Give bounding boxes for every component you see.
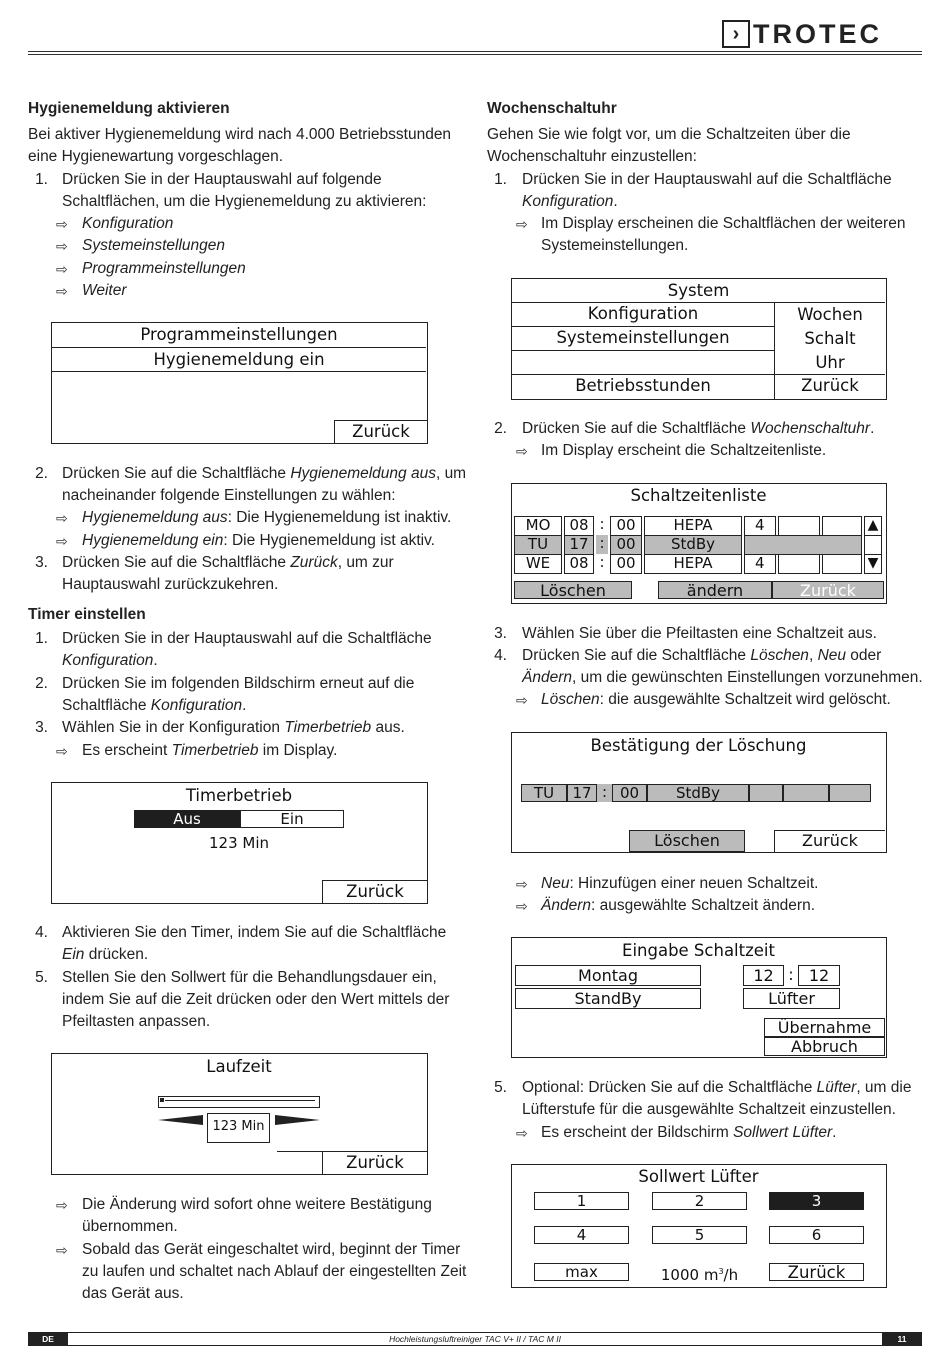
runtime-slider[interactable] [158,1096,320,1108]
configuration-button[interactable]: Konfiguration [587,304,699,323]
step-number: 2. [35,675,48,692]
product-name: Hochleistungsluftreiniger TAC V+ II / TAC M II [389,1334,561,1344]
back-button[interactable]: Zurück [334,420,427,443]
result-arrow-icon: ⇨ [56,743,68,759]
step-number: 5. [494,1079,507,1096]
fan-button[interactable]: Lüfter [743,988,840,1009]
step-text: Lüfterstufe für die ausgewählte Schaltzeit einzustellen. [522,1101,896,1118]
display-runtime [51,1053,428,1175]
display-title: Bestätigung der Löschung [590,736,807,755]
result-arrow-icon: ⇨ [56,1197,68,1213]
step-text: indem Sie auf die Zeit drücken oder den Wert mittels der [62,991,450,1008]
display-fan-setpoint [511,1164,887,1288]
display-system [511,278,887,400]
paragraph: eine Hygienewartung vorgeschlagen. [28,148,284,165]
decrease-arrow-icon[interactable] [158,1115,203,1125]
page-footer [28,1332,922,1346]
step-text: Drücken Sie in der Hauptauswahl auf die Schaltfläche [522,171,892,188]
note-text: Die Änderung wird sofort ohne weitere Bestätigung [82,1196,432,1213]
timer-off-button[interactable]: Aus [134,810,240,828]
back-button[interactable]: Zurück [772,581,884,599]
result-arrow-icon: ⇨ [516,216,528,232]
runtime-value[interactable]: 123 Min [207,1113,270,1143]
day-field[interactable]: Montag [515,965,701,986]
paragraph: Gehen Sie wie folgt vor, um die Schaltzeiten über die [487,126,851,143]
step-text: Im Display erscheinen die Schaltflächen der weiteren [541,215,906,232]
result-arrow-icon: ⇨ [516,876,528,892]
minute-field[interactable]: 12 [798,965,840,986]
result-arrow-icon: ⇨ [516,692,528,708]
step-number: 2. [494,420,507,437]
accept-button[interactable]: Übernahme [764,1018,885,1037]
note-text: zu laufen und schaltet nach Ablauf der eingestellten Zeit [82,1263,467,1280]
step-text: Stellen Sie den Sollwert für die Behandlungsdauer ein, [62,969,437,986]
section-heading-timer: Timer einstellen [28,606,146,623]
selected-schedule-row: TU 17 : 00 StdBy [521,784,871,802]
schedule-row[interactable]: WE 08 : 00 HEPA 4 [514,554,864,574]
hygiene-toggle-button[interactable]: Hygienemeldung ein [153,350,325,369]
airflow-readout: 1000 $m^3/h$ [660,1266,739,1284]
header-rule-2 [28,54,922,55]
brand-name: TROTEC [753,18,882,49]
timer-on-button[interactable]: Ein [240,810,344,828]
button-name: Konfiguration [82,215,174,232]
language-tag: DE [28,1333,68,1345]
scrollbar[interactable] [864,535,882,555]
page-number: 11 [882,1333,922,1345]
note-text: übernommen. [82,1218,178,1235]
display-delete-confirm [511,732,887,853]
delete-button[interactable]: Löschen [514,581,632,599]
result-arrow-icon: ⇨ [56,510,68,526]
back-button[interactable]: Zurück [322,880,427,903]
cancel-button[interactable]: Abbruch [764,1037,885,1056]
result-arrow-icon: ⇨ [516,1125,528,1141]
button-name: Weiter [82,282,127,299]
display-schedule-input [511,937,887,1058]
step-text: Drücken Sie im folgenden Bildschirm erneut auf die [62,675,415,692]
scroll-up-icon[interactable]: ▲ [864,516,882,536]
time-separator: : [784,965,798,986]
result-arrow-icon: ⇨ [56,238,68,254]
result-arrow-icon: ⇨ [56,283,68,299]
step-text: Hauptauswahl zurückzukehren. [62,576,279,593]
display-title: Laufzeit [206,1057,272,1076]
display-title: Timerbetrieb [185,786,293,805]
schedule-row-selected[interactable]: TU 17 : 00 StdBy [514,535,864,555]
step-text: Schaltflächen, um die Hygienemeldung zu aktivieren: [62,193,427,210]
back-button[interactable]: Zurück [774,830,885,852]
weekly-timer-button[interactable]: Wochen Schalt Uhr [797,305,863,372]
edit-button[interactable]: ändern [658,581,772,599]
step-text: Aktivieren Sie den Timer, indem Sie auf die Schaltfläche [62,924,447,941]
result-arrow-icon: ⇨ [56,1242,68,1258]
step-text: Drücken Sie in der Hauptauswahl auf die Schaltfläche [62,630,432,647]
mode-field[interactable]: StandBy [515,988,701,1009]
step-number: 2. [35,465,48,482]
note-text: Sobald das Gerät eingeschaltet wird, beginnt der Timer [82,1241,461,1258]
result-arrow-icon: ⇨ [56,533,68,549]
step-number: 3. [35,554,48,571]
step-number: 1. [35,171,48,188]
step-number: 3. [494,625,507,642]
paragraph: Wochenschaltuhr einzustellen: [487,148,697,165]
back-button[interactable]: Zurück [801,376,859,395]
display-title: Programmeinstellungen [140,325,338,344]
step-text: Im Display erscheint die Schaltzeitenliste. [541,442,827,459]
fan-max-button[interactable]: max [534,1263,629,1281]
fan-level-6-button[interactable]: 6 [769,1226,864,1244]
result-arrow-icon: ⇨ [56,216,68,232]
operating-hours-button[interactable]: Betriebsstunden [575,376,711,395]
step-number: 4. [35,924,48,941]
button-name: Systemeinstellungen [82,237,226,254]
result-arrow-icon: ⇨ [516,898,528,914]
schedule-row[interactable]: MO 08 : 00 HEPA 4 [514,516,864,536]
fan-level-5-button[interactable]: 5 [652,1226,747,1244]
note-text: das Gerät aus. [82,1285,184,1302]
button-name: Programmeinstellungen [82,260,246,277]
header-rule [28,51,922,52]
trotec-logo [722,20,882,48]
display-title: Sollwert Lüfter [638,1167,759,1186]
step-text: Pfeiltasten anpassen. [62,1013,211,1030]
display-title: System [667,281,730,300]
step-number: 4. [494,647,507,664]
timer-value[interactable]: 123 Min [208,834,269,852]
display-timer-mode [51,782,428,904]
step-text: nacheinander folgende Einstellungen zu wählen: [62,487,396,504]
logo-chevron-icon: › [722,20,750,48]
step-number: 1. [35,630,48,647]
fan-level-1-button[interactable]: 1 [534,1192,629,1210]
fan-level-3-button[interactable]: 3 [769,1192,864,1210]
back-button[interactable]: Zurück [322,1151,427,1174]
back-button[interactable]: Zurück [769,1263,864,1281]
display-title: Schaltzeitenliste [630,486,767,505]
scroll-down-icon[interactable]: ▼ [864,554,882,574]
fan-level-2-button[interactable]: 2 [652,1192,747,1210]
paragraph: Bei aktiver Hygienemeldung wird nach 4.000 Betriebsstunden [28,126,452,143]
step-number: 5. [35,969,48,986]
fan-level-4-button[interactable]: 4 [534,1226,629,1244]
display-program-settings [51,322,428,444]
step-number: 1. [494,171,507,188]
system-settings-button[interactable]: Systemeinstellungen [556,328,730,347]
increase-arrow-icon[interactable] [275,1115,320,1125]
hour-field[interactable]: 12 [743,965,784,986]
display-title: Eingabe Schaltzeit [622,941,775,960]
display-schedule-list [511,483,887,604]
delete-button[interactable]: Löschen [629,830,745,852]
result-arrow-icon: ⇨ [516,443,528,459]
section-heading-weekly-timer: Wochenschaltuhr [487,100,617,117]
step-text: Wählen Sie über die Pfeiltasten eine Schaltzeit aus. [522,625,877,642]
result-arrow-icon: ⇨ [56,261,68,277]
step-text: Systemeinstellungen. [541,237,689,254]
section-heading-hygiene: Hygienemeldung aktivieren [28,100,230,117]
step-text: Drücken Sie in der Hauptauswahl auf folgende [62,171,382,188]
step-number: 3. [35,719,48,736]
